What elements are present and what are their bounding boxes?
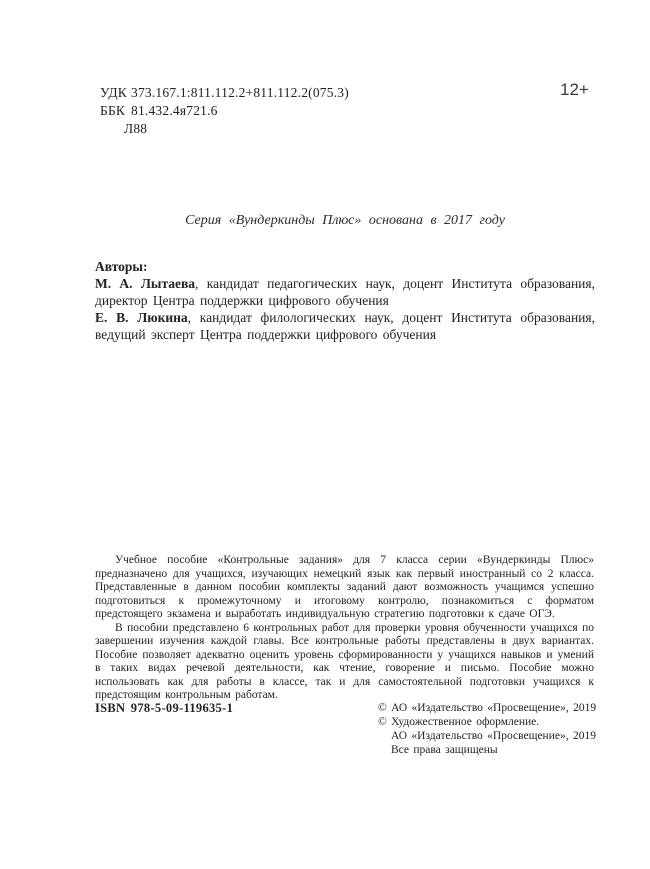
- bottom-row: [95, 701, 597, 757]
- author-role: , кандидат педагогических наук, доцент Института образования, директор Центра поддержки цифрового обучения: [95, 276, 595, 308]
- author-name: Е. В. Люкина: [95, 310, 188, 325]
- author-code: Л88: [124, 121, 148, 136]
- copyright-line: © Художественное оформление.: [378, 716, 540, 728]
- copyright-line: Все права защищены: [391, 744, 498, 756]
- author-entry: [95, 275, 595, 309]
- copyright-block: [378, 701, 597, 757]
- author-role: , кандидат филологических наук, доцент Института образования, ведущий эксперт Центра поддержки цифрового обучения: [95, 310, 595, 342]
- udk-value: 373.167.1:811.112.2+811.112.2(075.3): [131, 85, 349, 100]
- author-name: М. А. Лытаева: [95, 276, 196, 291]
- udk-label: УДК: [100, 85, 128, 100]
- bibliographic-codes: [100, 84, 349, 138]
- udk-row: [100, 84, 349, 102]
- annotation-paragraph: В пособии представлено 6 контрольных работ для проверки уровня обученности учащихся по завершении изучения каждой главы. Все контрольные работы представлены в двух вариантах. Пособие позволяет адекватно оценить уровень сформированности у учащихся навыков и умений в таких видах речевой деятельности, как чтение, говорение и письмо. Пособие можно использовать как для работы в классе, так и для самостоятельной подготовки учащихся к предстоящим контрольным работам.: [95, 621, 594, 701]
- annotation-paragraph: Учебное пособие «Контрольные задания» для 7 класса серии «Вундеркинды Плюс» предназначено для учащихся, изучающих немецкий язык как первый иностранный со 2 класса. Представленные в данном пособии комплекты заданий дают возможность учащимся успешно подготовиться к промежуточному и итоговому контролю, познакомиться с форматом предстоящего экзамена и выработать индивидуальную стратегию подготовки к сдаче ОГЭ.: [95, 554, 594, 620]
- bbk-value: 81.432.4я721.6: [131, 103, 218, 118]
- bbk-label: ББК: [100, 103, 126, 118]
- copyright-line: © АО «Издательство «Просвещение», 2019: [378, 702, 597, 714]
- series-note: Серия «Вундеркинды Плюс» основана в 2017 году: [185, 213, 505, 228]
- isbn: ISBN 978-5-09-119635-1: [95, 701, 234, 715]
- authors-block: [95, 258, 595, 343]
- authors-heading: Авторы:: [95, 259, 148, 274]
- author-code-row: [100, 120, 349, 138]
- bbk-row: [100, 102, 349, 120]
- age-rating-badge: 12+: [560, 80, 589, 99]
- copyright-line: АО «Издательство «Просвещение», 2019: [391, 730, 596, 742]
- annotation-block: [95, 554, 594, 703]
- author-entry: [95, 309, 595, 343]
